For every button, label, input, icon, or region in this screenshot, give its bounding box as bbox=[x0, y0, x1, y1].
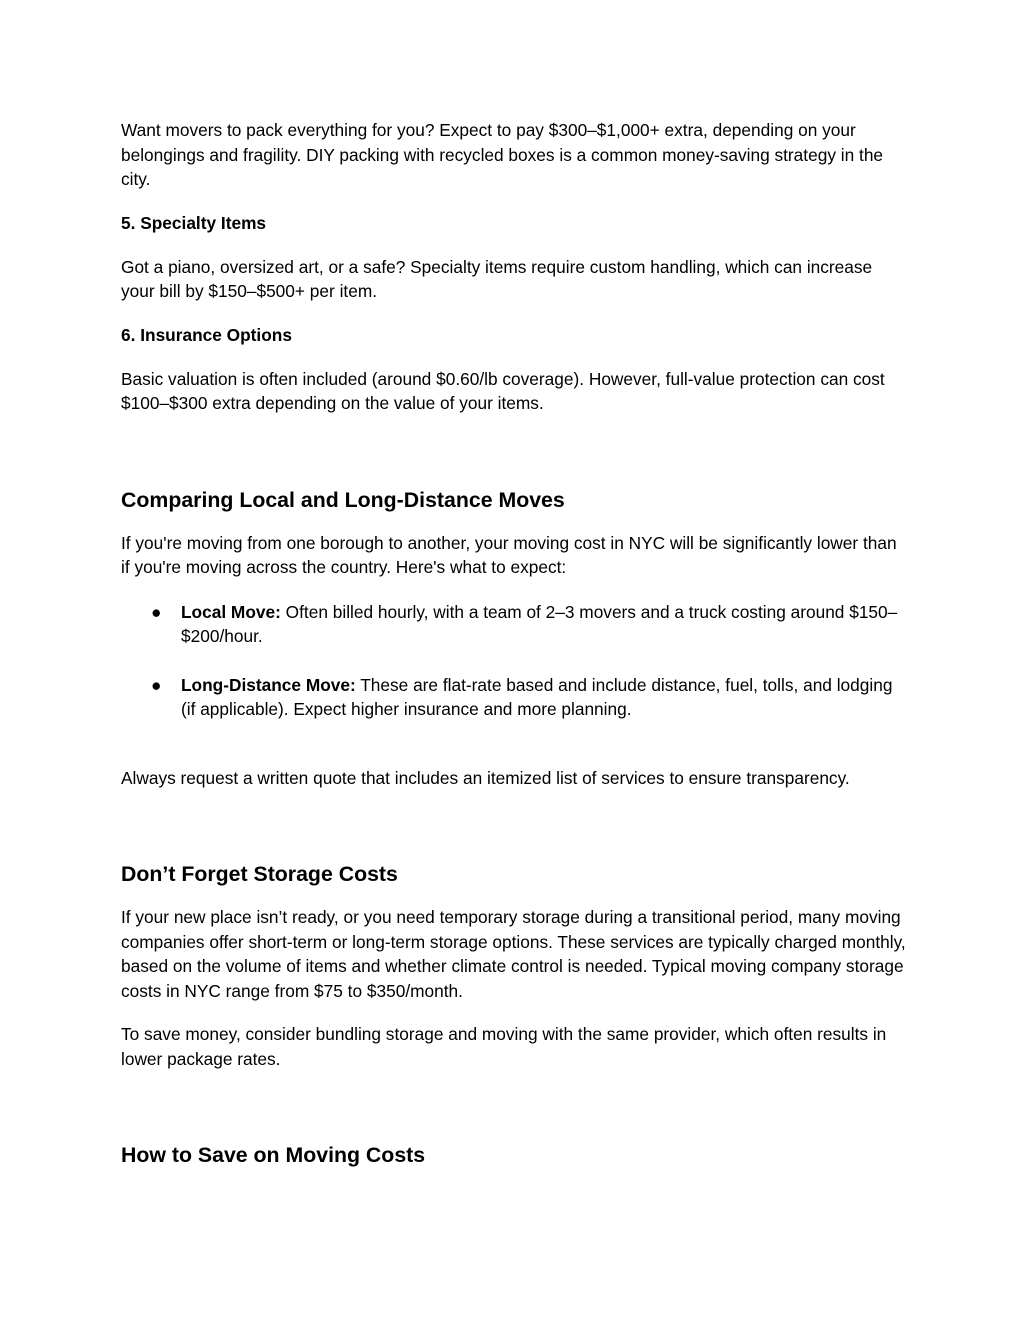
local-move-term: Local Move: bbox=[181, 601, 281, 622]
insurance-options-heading: 6. Insurance Options bbox=[121, 324, 292, 345]
storage-costs-paragraph: If your new place isn’t ready, or you need temporary storage during a transitional period, many moving companies offer short-term or long-term storage options. These services are typically charged monthly, based on the volume of items and whether climate control is needed. Typical moving company storage costs in NYC range from $75 to $350/month. bbox=[121, 907, 906, 1001]
list-item bbox=[121, 673, 907, 722]
packing-paragraph: Want movers to pack everything for you? Expect to pay $300–$1,000+ extra, depending on your belongings and fragility. DIY packing with recycled boxes is a common money-saving strategy in the city. bbox=[121, 120, 884, 189]
storage-savings-paragraph: To save money, consider bundling storage and moving with the same provider, which often results in lower package rates. bbox=[121, 1024, 887, 1069]
local-move-text: Often billed hourly, with a team of 2–3 movers and a truck costing around $150–$200/hour. bbox=[181, 601, 898, 646]
specialty-items-heading: 5. Specialty Items bbox=[121, 212, 267, 233]
comparing-moves-intro: If you're moving from one borough to another, your moving cost in NYC will be significantly lower than if you're moving across the country. Here's what to expect: bbox=[121, 532, 897, 577]
section-spacer bbox=[121, 1071, 907, 1141]
quote-advice-paragraph: Always request a written quote that includes an itemized list of services to ensure transparency. bbox=[121, 767, 850, 788]
move-types-list bbox=[121, 600, 907, 722]
save-moving-costs-heading: How to Save on Moving Costs bbox=[121, 1143, 426, 1167]
bullet-icon: ● bbox=[151, 601, 162, 622]
section-spacer bbox=[121, 416, 907, 486]
long-distance-move-term: Long-Distance Move: bbox=[181, 674, 356, 695]
specialty-items-paragraph: Got a piano, oversized art, or a safe? Specialty items require custom handling, which can increase your bill by $150–$500+ per item. bbox=[121, 256, 873, 301]
comparing-moves-heading: Comparing Local and Long-Distance Moves bbox=[121, 487, 565, 512]
document-page bbox=[121, 118, 907, 1186]
insurance-options-paragraph: Basic valuation is often included (around $0.60/lb coverage). However, full-value protection can cost $100–$300 extra depending on the value of your items. bbox=[121, 368, 885, 413]
section-spacer bbox=[121, 790, 907, 860]
storage-costs-heading: Don’t Forget Storage Costs bbox=[121, 862, 398, 886]
list-item bbox=[121, 600, 907, 649]
bullet-icon: ● bbox=[151, 674, 162, 695]
long-distance-move-text: These are flat-rate based and include distance, fuel, tolls, and lodging (if applicable). Expect higher insurance and more planning. bbox=[181, 674, 893, 719]
